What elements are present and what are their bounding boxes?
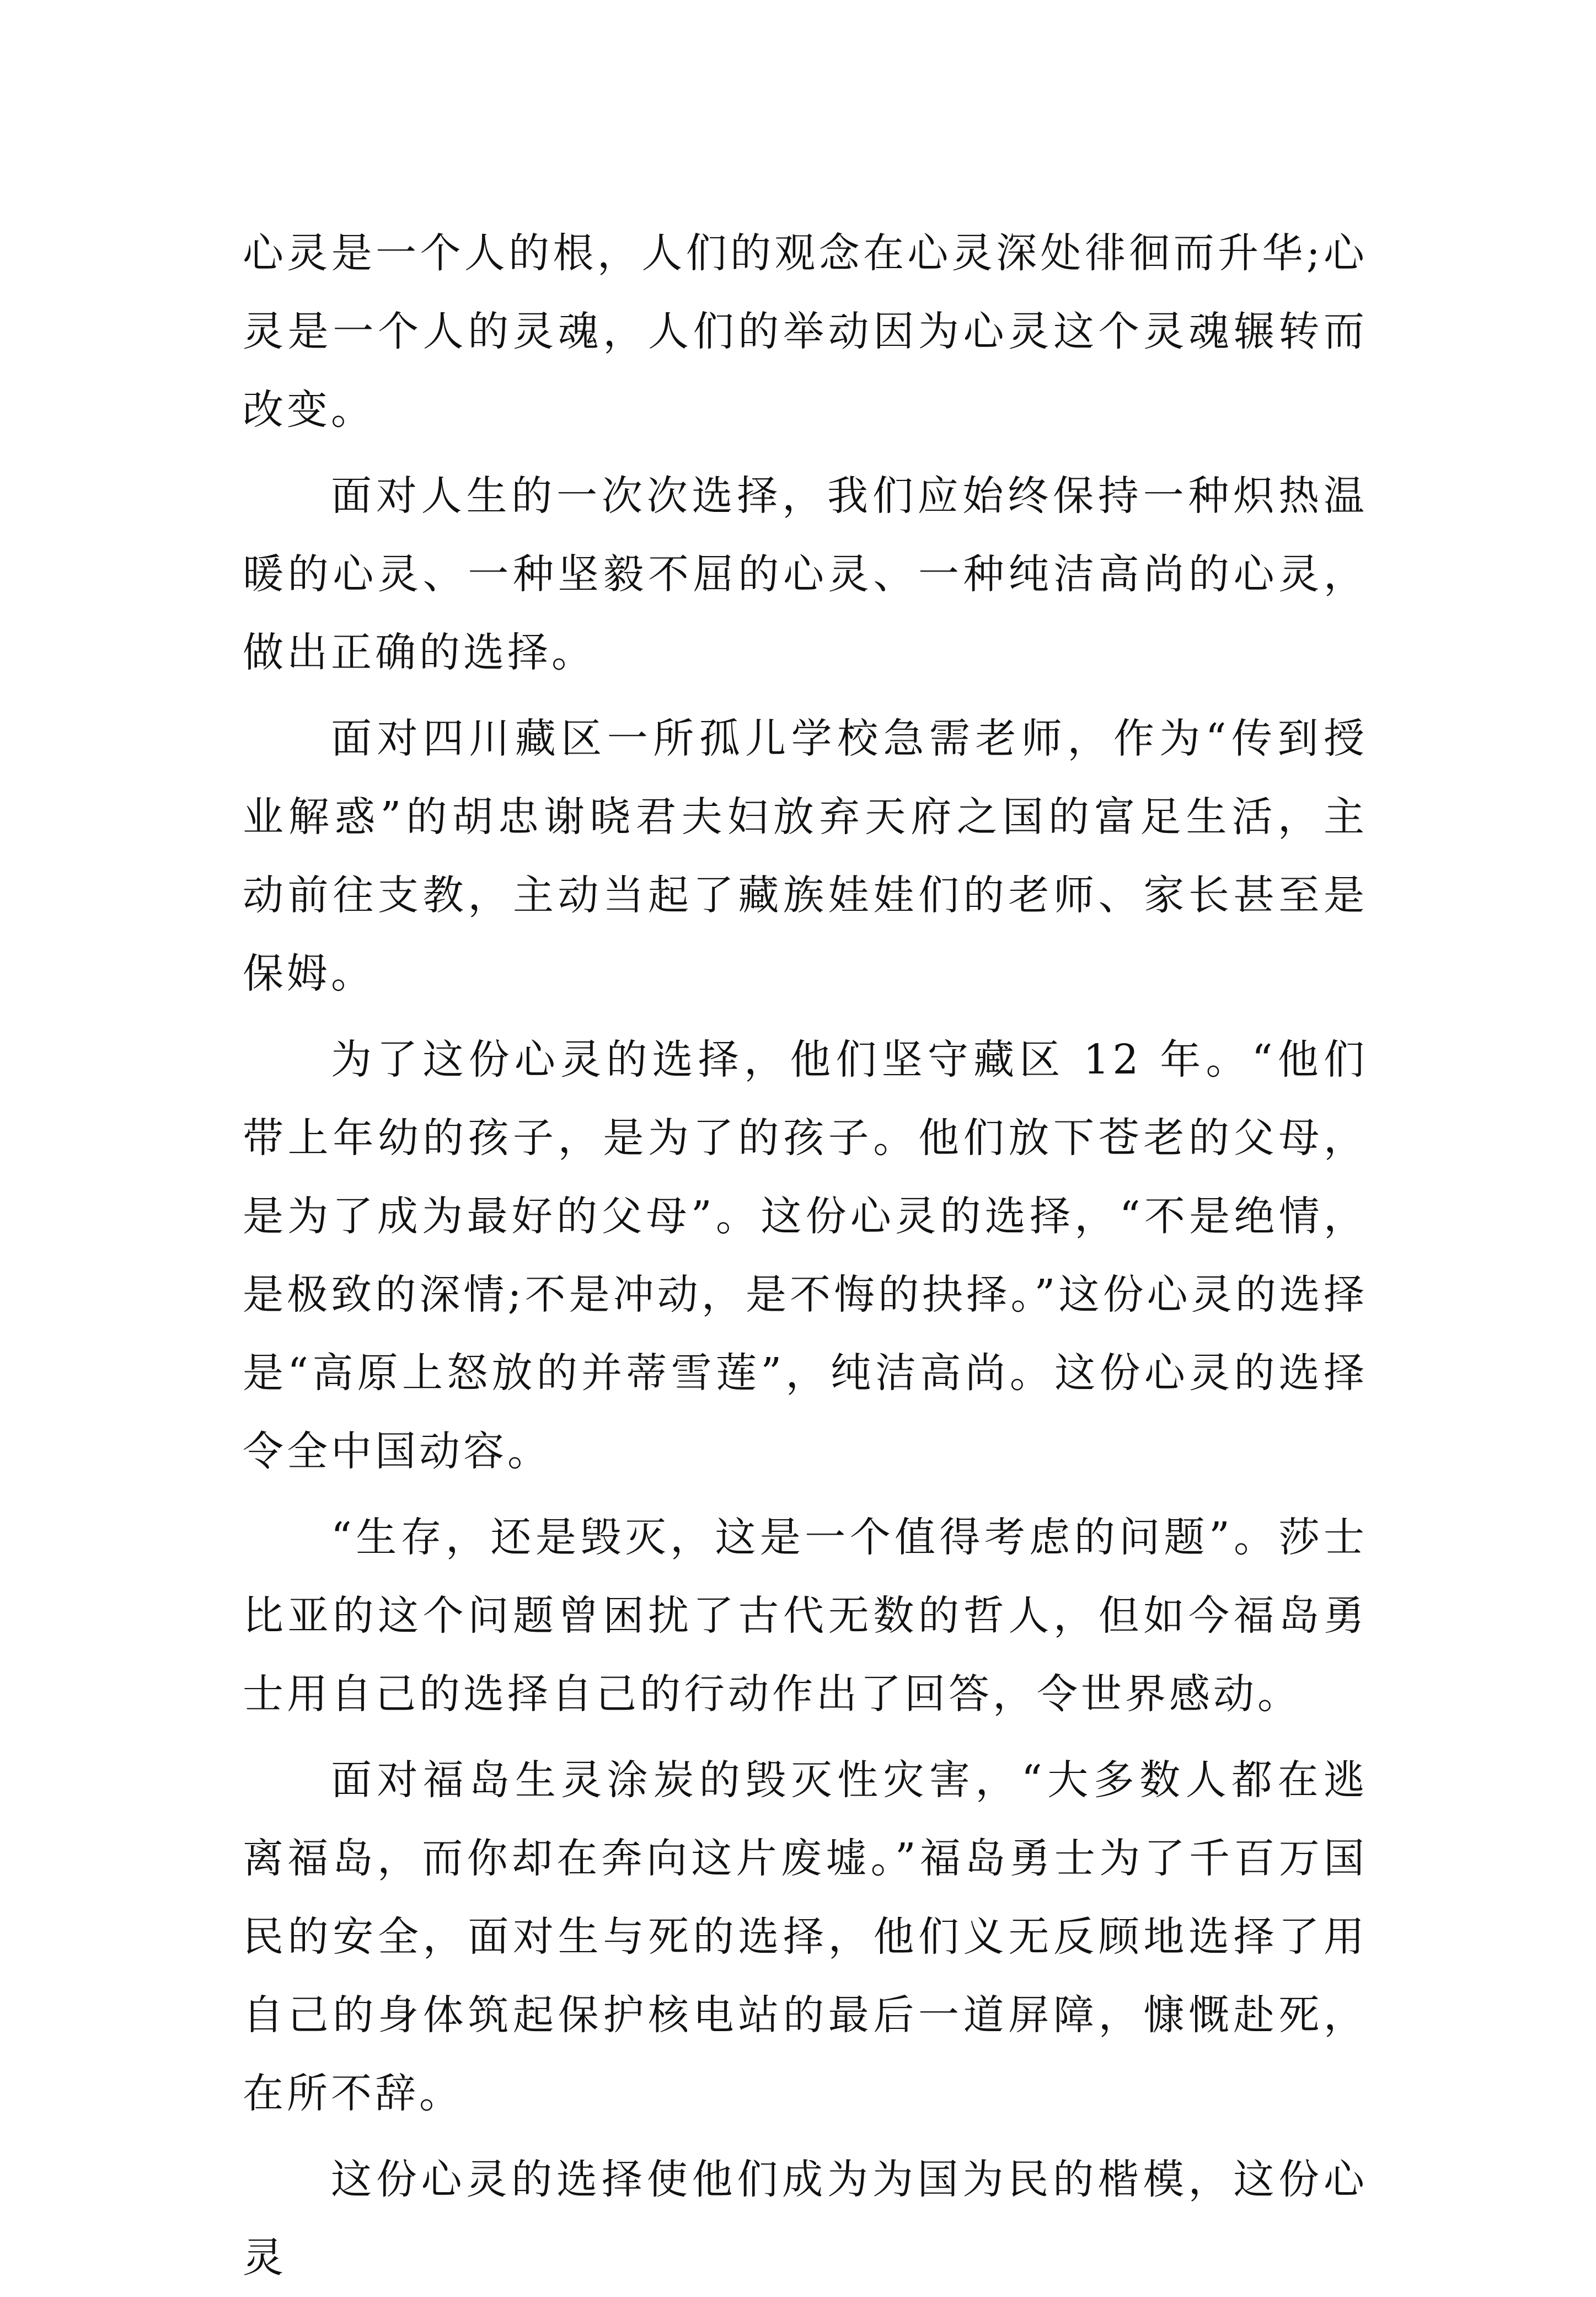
paragraph-4: 为了这份心灵的选择，他们坚守藏区 12 年。“他们带上年幼的孩子，是为了的孩子。他们放下苍老的父母，是为了成为最好的父母”。这份心灵的选择，“不是绝情，是极致的深情;不是冲动，是不悔的抉择。”这份心灵的选择是“高原上怒放的并蒂雪莲”，纯洁高尚。这份心灵的选择令全中国动容。	[243, 1036, 1368, 1475]
document-body	[243, 214, 1368, 2297]
paragraph-6: 面对福岛生灵涂炭的毁灭性灾害，“大多数人都在逃离福岛，而你却在奔向这片废墟。”福岛勇士为了千百万国民的安全，面对生与死的选择，他们义无反顾地选择了用自己的身体筑起保护核电站的最后一道屏障，慷慨赴死，在所不辞。	[243, 1756, 1368, 2117]
paragraph-2: 面对人生的一次次选择，我们应始终保持一种炽热温暖的心灵、一种坚毅不屈的心灵、一种纯洁高尚的心灵，做出正确的选择。	[243, 472, 1368, 676]
paragraph-3: 面对四川藏区一所孤儿学校急需老师，作为“传到授业解惑”的胡忠谢晓君夫妇放弃天府之国的富足生活，主动前往支教，主动当起了藏族娃娃们的老师、家长甚至是保姆。	[243, 715, 1368, 997]
paragraph-5: “生存，还是毁灭，这是一个值得考虑的问题”。莎士比亚的这个问题曾困扰了古代无数的哲人，但如今福岛勇士用自己的选择自己的行动作出了回答，令世界感动。	[243, 1514, 1368, 1718]
paragraph-7: 这份心灵的选择使他们成为为国为民的楷模，这份心灵	[243, 2156, 1368, 2282]
paragraph-1: 心灵是一个人的根，人们的观念在心灵深处徘徊而升华;心灵是一个人的灵魂，人们的举动因为心灵这个灵魂辗转而改变。	[243, 229, 1368, 434]
